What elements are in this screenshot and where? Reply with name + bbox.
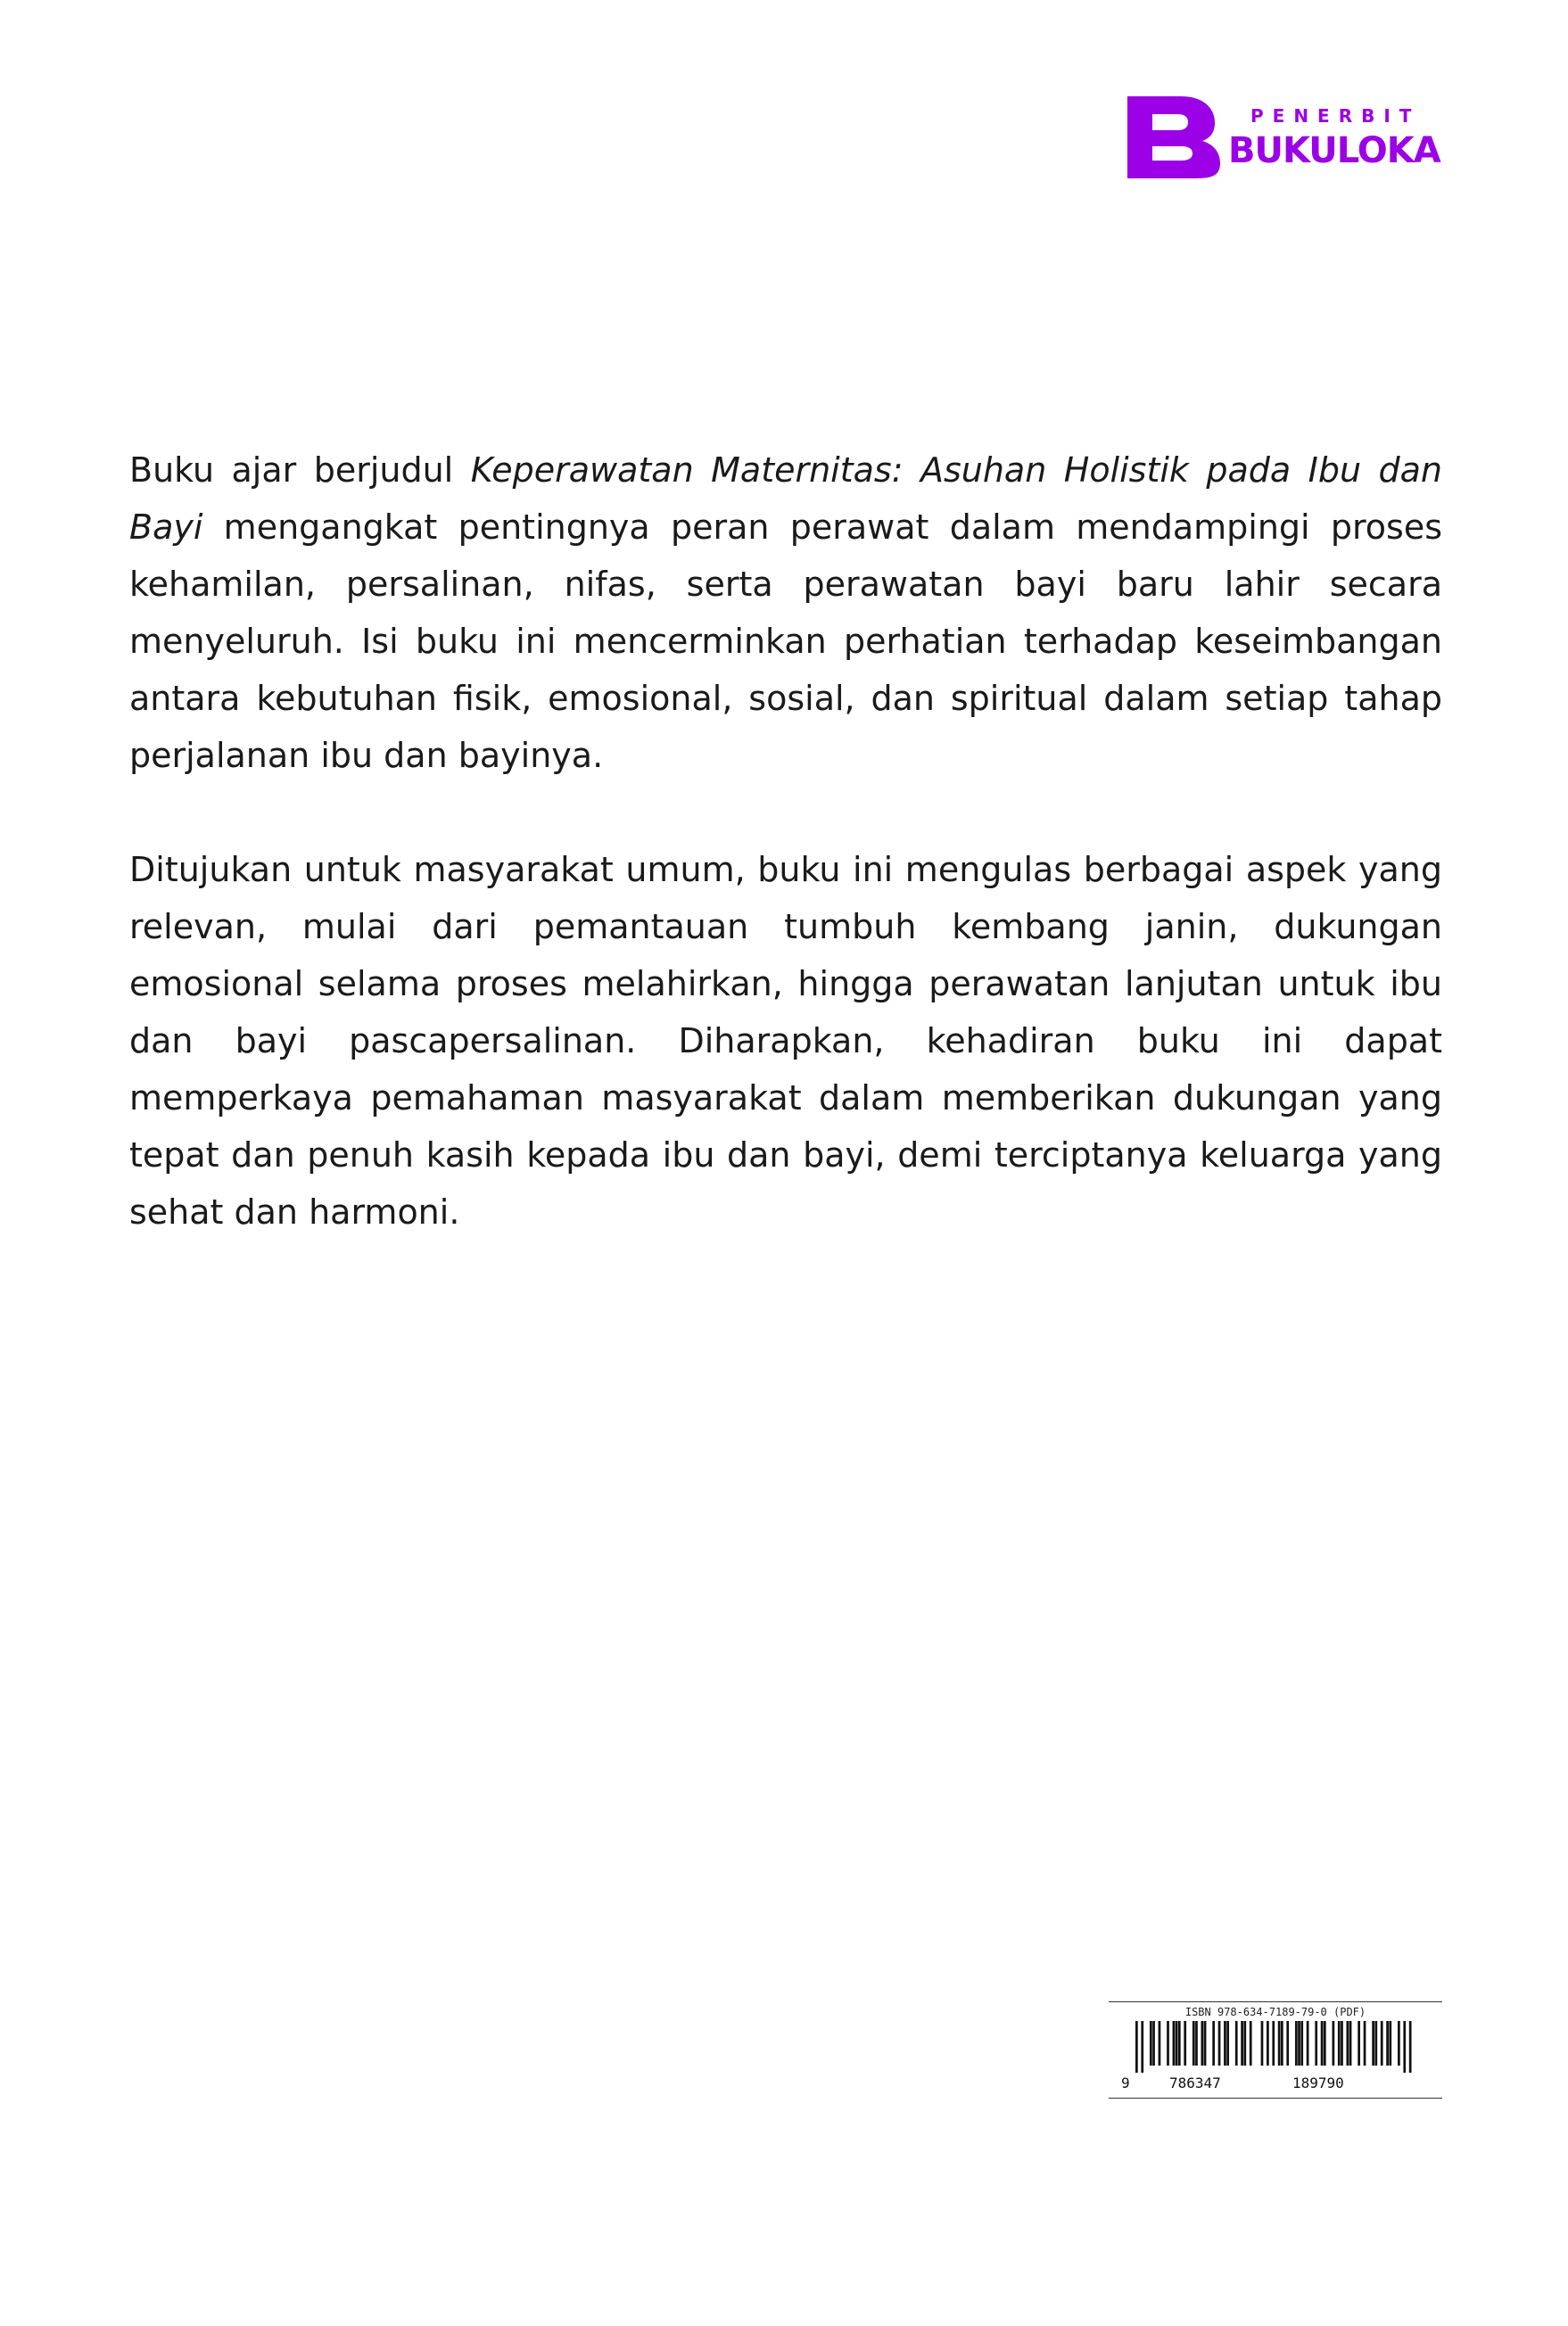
barcode <box>1135 2021 1412 2073</box>
barcode-bar <box>1281 2021 1283 2066</box>
barcode-bar <box>1338 2021 1341 2066</box>
blurb-paragraph-1-rest: mengangkat pentingnya peran perawat dalam mendampingi proses kehamilan, persalinan, nifas, serta perawatan bayi baru lahir secara menyeluruh. Isi buku ini mencerminkan perhatian terhadap keseimbangan antara kebutuhan fisik, emosional, sosial, dan spiritual dalam setiap tahap perjalanan ibu dan bayinya. <box>129 507 1442 775</box>
barcode-bar <box>1195 2021 1198 2066</box>
barcode-bar <box>1398 2021 1400 2066</box>
logo-b-mark <box>1126 96 1224 178</box>
publisher-logo <box>1126 96 1447 178</box>
barcode-bar <box>1374 2021 1377 2066</box>
barcode-bar <box>1261 2021 1264 2066</box>
barcode-bar <box>1204 2021 1207 2066</box>
barcode-bar <box>1358 2021 1360 2066</box>
barcode-bar <box>1321 2021 1324 2066</box>
barcode-bar <box>1295 2021 1298 2066</box>
barcode-bar <box>1218 2021 1221 2066</box>
barcode-bar <box>1150 2021 1152 2066</box>
isbn-top-rule <box>1109 2001 1442 2002</box>
barcode-bar <box>1159 2021 1161 2066</box>
isbn-digits-left: 786347 <box>1169 2074 1221 2091</box>
barcode-bar <box>1193 2021 1195 2066</box>
barcode-bar <box>1346 2021 1349 2066</box>
barcode-bar <box>1341 2021 1343 2066</box>
barcode-bar <box>1212 2021 1215 2066</box>
barcode-bar <box>1176 2021 1178 2066</box>
logo-penerbit-text: PENERBIT <box>1250 105 1421 127</box>
blurb-paragraph-2: Ditujukan untuk masyarakat umum, buku ini mengulas berbagai aspek yang relevan, mulai dari pemantauan tumbuh kembang janin, dukungan emosional selama proses melahirkan, hingga perawatan lanjutan untuk ibu dan bayi pascapersalinan. Diharapkan, kehadiran buku ini dapat memperkaya pemahaman masyarakat dalam memberikan dukungan yang tepat dan penuh kasih kepada ibu dan bayi, demi terciptanya keluarga yang sehat dan harmoni. <box>129 850 1442 1232</box>
barcode-bar <box>1135 2021 1138 2073</box>
barcode-bar <box>1167 2021 1169 2066</box>
barcode-bar <box>1241 2021 1243 2066</box>
barcode-bar <box>1389 2021 1391 2066</box>
isbn-bottom-rule <box>1109 2098 1442 2099</box>
book-title: Keperawatan Maternitas: Asuhan Holistik pada Ibu dan Bayi <box>129 450 1442 547</box>
barcode-bar <box>1201 2021 1204 2066</box>
barcode-bar <box>1250 2021 1252 2066</box>
barcode-bar <box>1403 2021 1406 2073</box>
isbn-barcode-block <box>1109 2001 1442 2099</box>
barcode-bar <box>1184 2021 1186 2066</box>
barcode-bar <box>1278 2021 1281 2066</box>
barcode-bar <box>1386 2021 1389 2066</box>
barcode-bar <box>1324 2021 1326 2066</box>
barcode-bar <box>1226 2021 1229 2066</box>
barcode-bar <box>1224 2021 1226 2066</box>
barcode-bar <box>1298 2021 1300 2066</box>
barcode-bar <box>1307 2021 1309 2066</box>
barcode-bar <box>1178 2021 1181 2066</box>
barcode-bar <box>1152 2021 1155 2066</box>
barcode-bar <box>1372 2021 1374 2066</box>
barcode-bar <box>1173 2021 1176 2066</box>
barcode-bar <box>1349 2021 1352 2066</box>
blurb-paragraph-1 <box>129 441 1442 784</box>
isbn-digits-right: 189790 <box>1292 2074 1344 2091</box>
barcode-bar <box>1243 2021 1246 2066</box>
barcode-bar <box>1409 2021 1412 2073</box>
barcode-bar <box>1315 2021 1317 2066</box>
logo-publisher-name: BUKULOKA <box>1228 130 1440 171</box>
barcode-bar <box>1333 2021 1335 2066</box>
barcode-bar <box>1141 2021 1143 2073</box>
barcode-bar <box>1235 2021 1238 2066</box>
barcode-bar <box>1364 2021 1366 2066</box>
barcode-bar <box>1267 2021 1269 2066</box>
isbn-digit-first: 9 <box>1121 2074 1130 2091</box>
blurb-intro: Buku ajar berjudul <box>129 450 471 490</box>
barcode-bar <box>1286 2021 1289 2066</box>
barcode-bar <box>1300 2021 1303 2066</box>
barcode-bar <box>1272 2021 1275 2066</box>
barcode-bar <box>1381 2021 1383 2066</box>
isbn-label: ISBN 978-634-7189-79-0 (PDF) <box>1184 2006 1366 2018</box>
book-blurb <box>129 441 1442 1241</box>
